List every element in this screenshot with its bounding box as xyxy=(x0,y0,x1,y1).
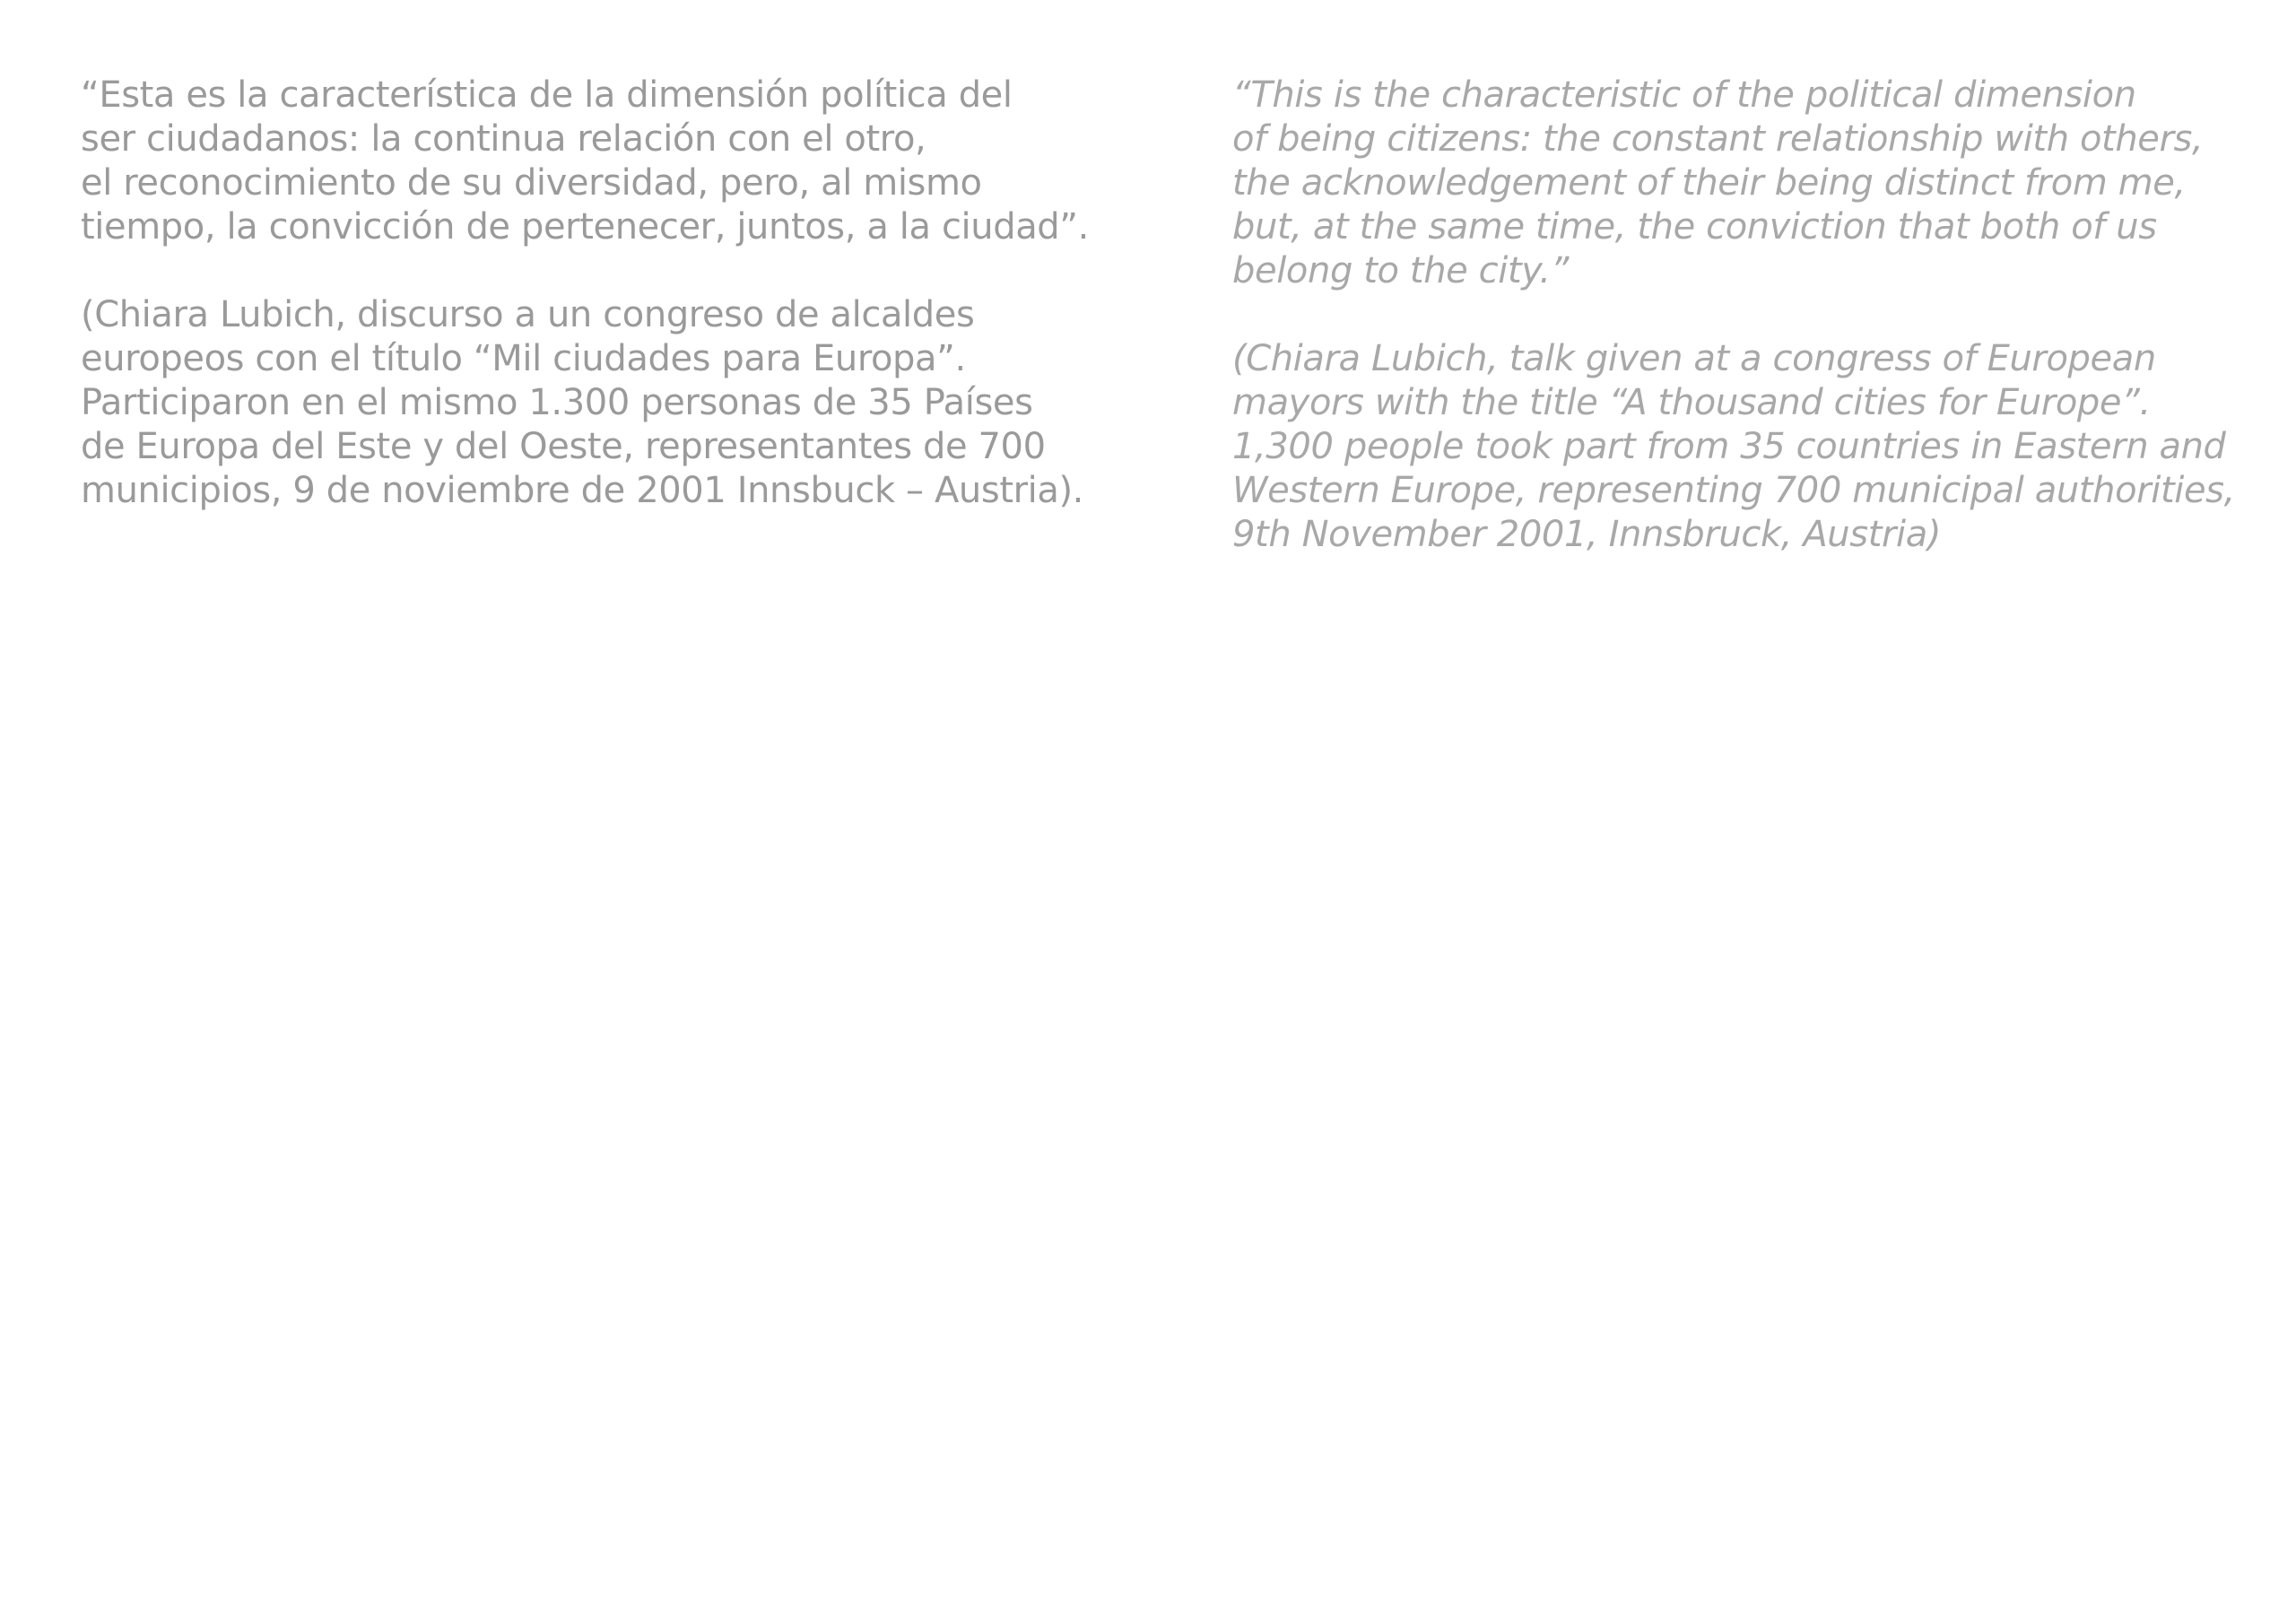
english-source-line: mayors with the title “A thousand cities for Europe”. xyxy=(1232,382,2151,423)
english-quote-line: “This is the characteristic of the political dimension xyxy=(1232,74,2136,116)
spanish-source-line: (Chiara Lubich, discurso a un congreso de alcaldes xyxy=(81,294,975,335)
spanish-quote-line: tiempo, la convicción de pertenecer, juntos, a la ciudad”. xyxy=(81,206,1089,248)
spanish-source-line: de Europa del Este y del Oeste, representantes de 700 xyxy=(81,426,1046,467)
english-source-line: Western Europe, representing 700 municipal authorities, xyxy=(1232,470,2235,511)
english-source xyxy=(1232,337,2291,557)
english-quote-line: the acknowledgement of their being distinct from me, xyxy=(1232,162,2186,204)
spanish-source xyxy=(81,293,1157,513)
spanish-quote-line: “Esta es la característica de la dimensión política del xyxy=(81,74,1013,116)
english-source-line: 1,300 people took part from 35 countries in Eastern and xyxy=(1232,426,2226,467)
spanish-quote-line: ser ciudadanos: la continua relación con el otro, xyxy=(81,118,926,160)
english-source-line: (Chiara Lubich, talk given at a congress of European xyxy=(1232,338,2156,379)
english-quote-line: belong to the city.” xyxy=(1232,250,1570,291)
english-quote-line: of being citizens: the constant relationship with others, xyxy=(1232,118,2204,160)
spanish-quote xyxy=(81,74,1157,249)
spanish-source-line: europeos con el título “Mil ciudades para Europa”. xyxy=(81,338,966,379)
english-column xyxy=(1232,74,2291,601)
spanish-quote-line: el reconocimiento de su diversidad, pero, al mismo xyxy=(81,162,982,204)
english-quote xyxy=(1232,74,2291,293)
english-source-line: 9th November 2001, Innsbruck, Austria) xyxy=(1232,514,1942,555)
spanish-column xyxy=(81,74,1157,557)
english-quote-line: but, at the same time, the conviction that both of us xyxy=(1232,206,2157,248)
spanish-source-line: municipios, 9 de noviembre de 2001 Innsbuck – Austria). xyxy=(81,470,1084,511)
spanish-source-line: Participaron en el mismo 1.300 personas de 35 Países xyxy=(81,382,1033,423)
